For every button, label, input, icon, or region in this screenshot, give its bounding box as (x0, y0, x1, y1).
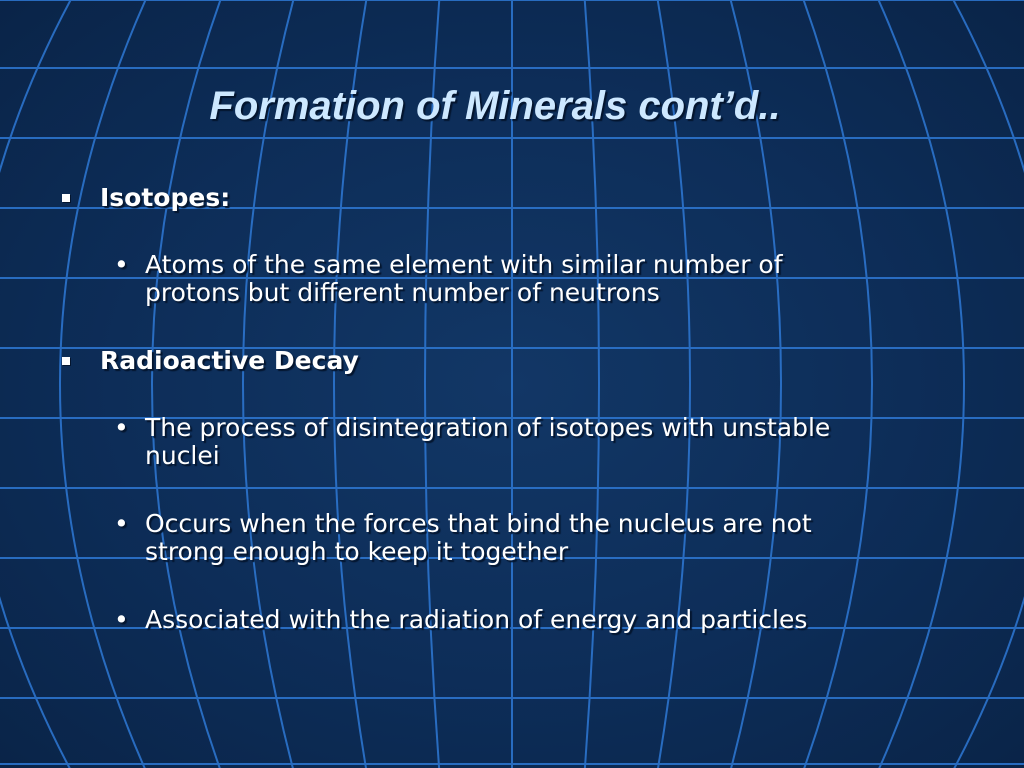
slide-title: Formation of Minerals cont’d.. (209, 84, 781, 128)
bullet-line: protons but different number of neutrons (145, 278, 660, 307)
bullet-text (145, 606, 945, 634)
section-heading-text: Radioactive Decay (100, 346, 359, 375)
bullet-line: strong enough to keep it together (145, 537, 569, 566)
round-bullet-icon: • (114, 605, 129, 634)
bullet-text (145, 251, 945, 307)
round-bullet-icon: • (114, 413, 129, 442)
bullet-line: Atoms of the same element with similar number of (145, 250, 783, 279)
bullet-text (145, 414, 945, 470)
bullet-line: The process of disintegration of isotopes with unstable (145, 413, 831, 442)
bullet-text (145, 510, 945, 566)
square-bullet-icon (62, 357, 70, 365)
round-bullet-icon: • (114, 250, 129, 279)
square-bullet-icon (62, 194, 70, 202)
section-heading-text: Isotopes: (100, 183, 231, 212)
bullet-line: Occurs when the forces that bind the nucleus are not (145, 509, 812, 538)
bullet-line: nuclei (145, 441, 220, 470)
round-bullet-icon: • (114, 509, 129, 538)
bullet-line: Associated with the radiation of energy and particles (145, 605, 808, 634)
